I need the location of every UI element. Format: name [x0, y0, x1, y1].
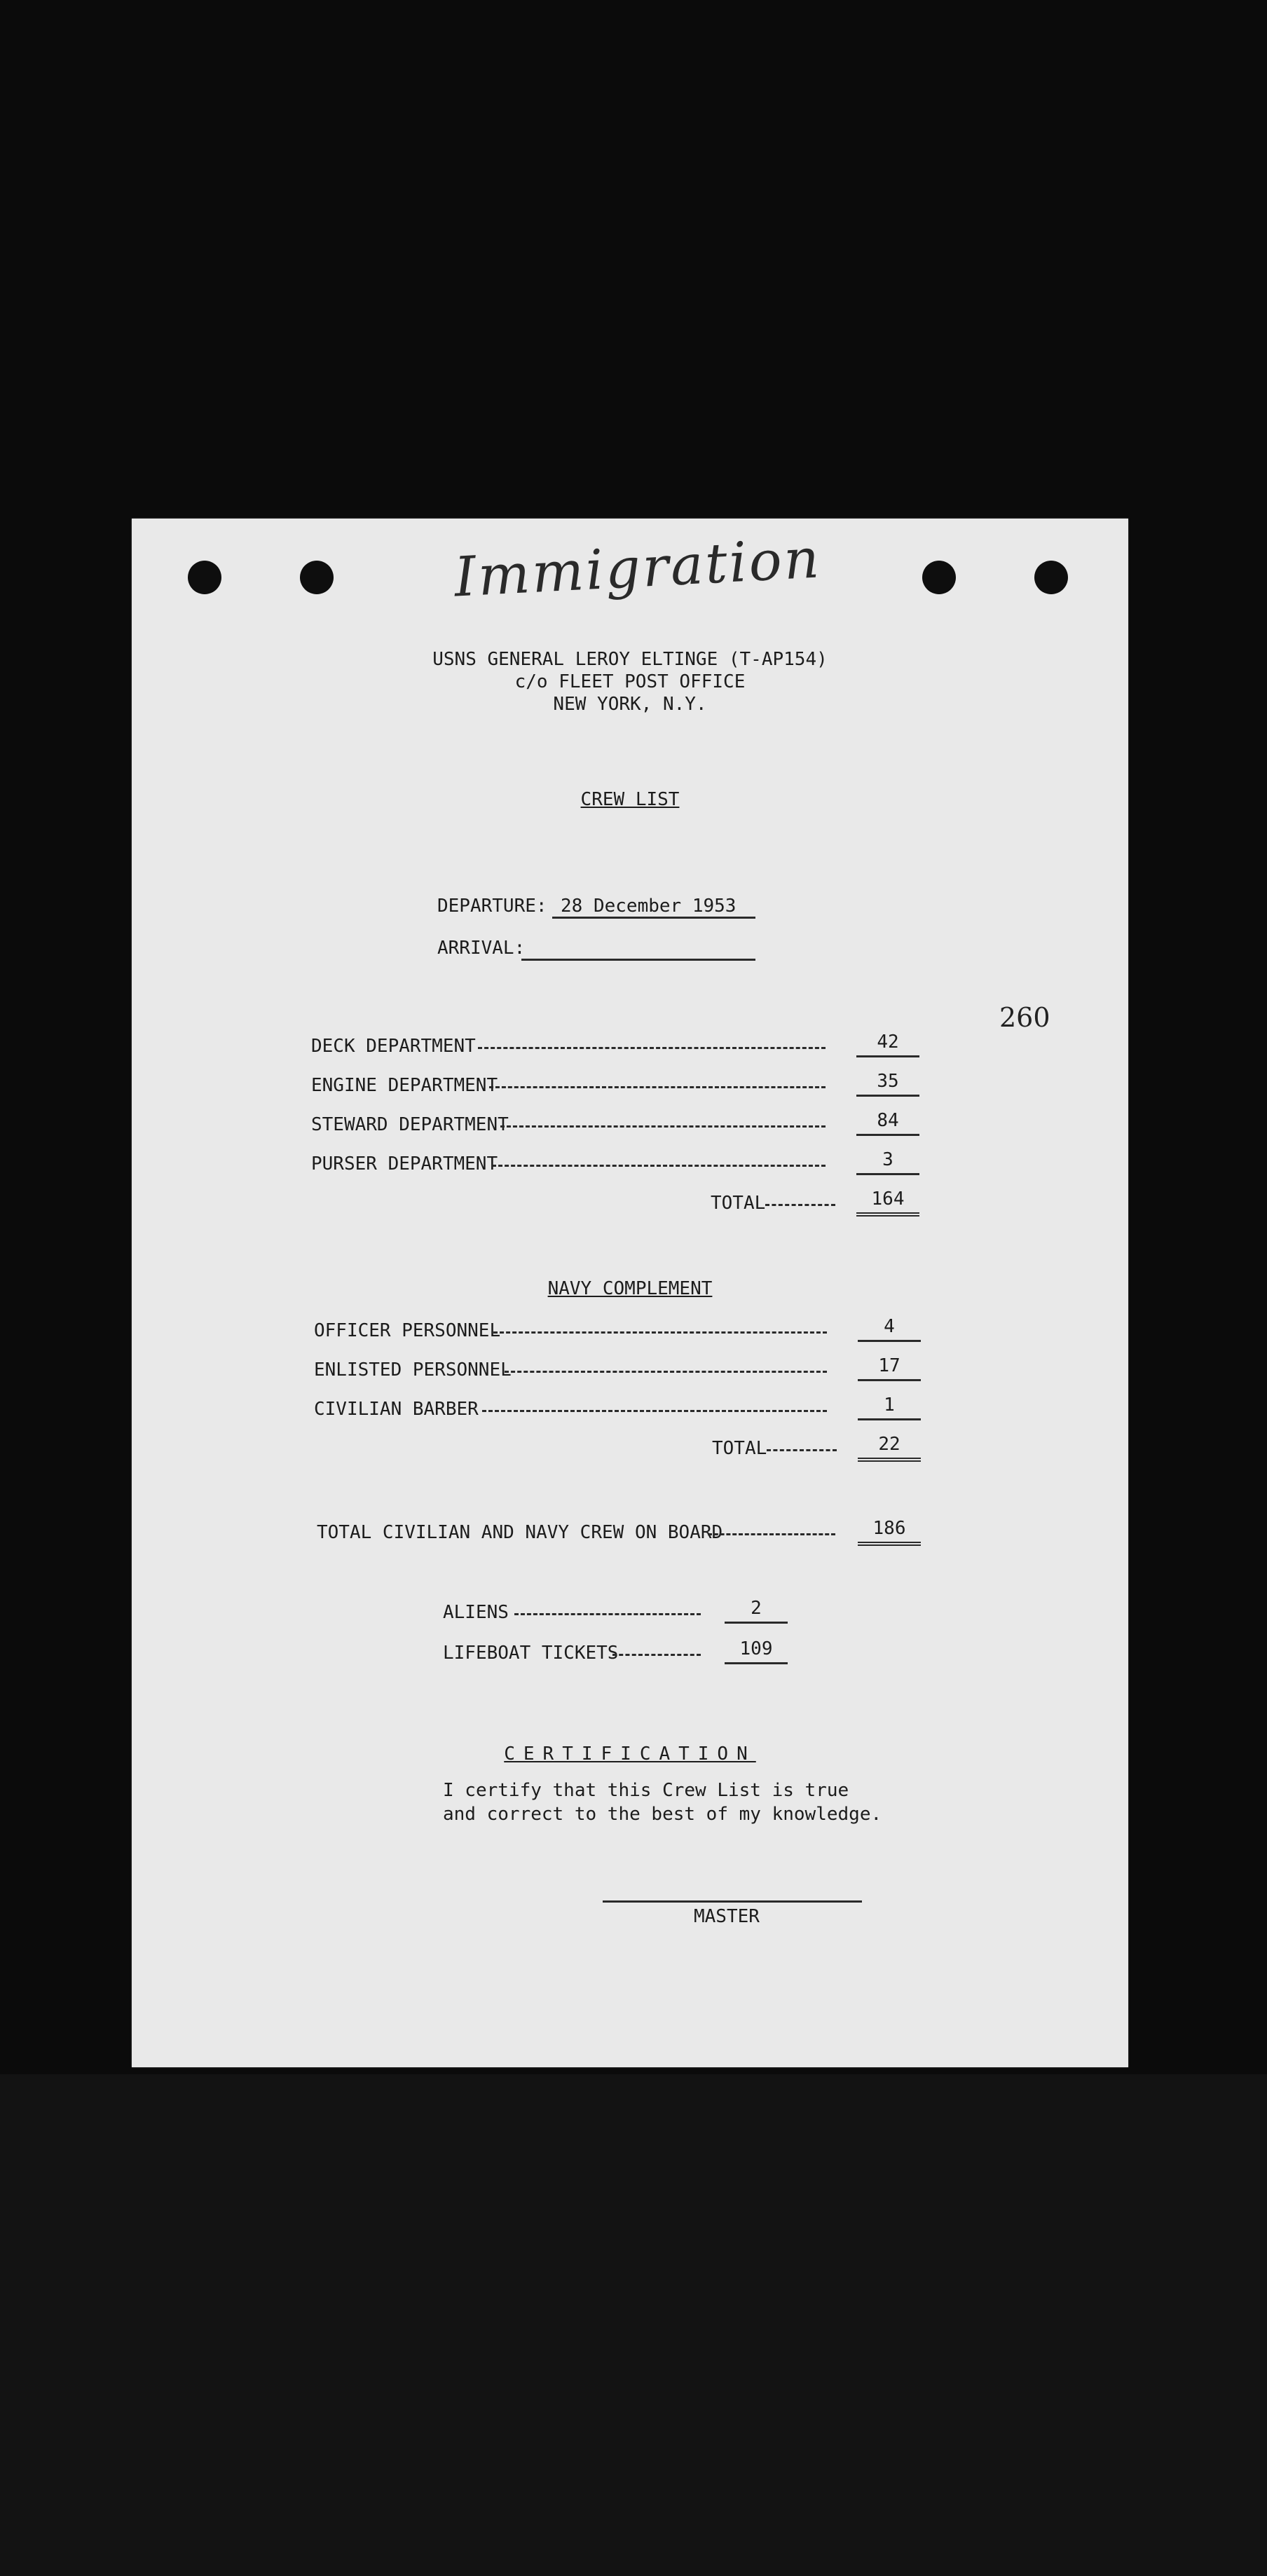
- navy-total-value: 22: [858, 1435, 921, 1462]
- punch-hole: [922, 561, 956, 594]
- leader-line: [514, 1613, 701, 1615]
- punch-hole: [1034, 561, 1068, 594]
- dept-total-label: TOTAL: [711, 1193, 766, 1214]
- certification-line-1: I certify that this Crew List is true: [443, 1780, 849, 1801]
- leader-line: [612, 1654, 701, 1656]
- ship-name: USNS GENERAL LEROY ELTINGE (T-AP154): [432, 649, 828, 670]
- leader-line: [708, 1533, 835, 1535]
- dept-value-engine: 35: [856, 1072, 919, 1097]
- departure-value: 28 December 1953: [561, 896, 737, 917]
- leader-line: [493, 1331, 827, 1334]
- handwritten-page-number: 260: [999, 1002, 1050, 1033]
- departure-label: DEPARTURE:: [437, 896, 547, 917]
- lifeboat-tickets-label: LIFEBOAT TICKETS: [443, 1643, 619, 1664]
- dept-label-steward: STEWARD DEPARTMENT: [311, 1114, 509, 1135]
- navy-value-enlisted: 17: [858, 1357, 921, 1381]
- scan-background: [0, 2074, 1267, 2576]
- dept-value-steward: 84: [856, 1111, 919, 1136]
- navy-value-barber: 1: [858, 1396, 921, 1420]
- departure-line: [552, 917, 755, 919]
- navy-label-barber: CIVILIAN BARBER: [314, 1399, 479, 1420]
- dept-value-purser: 3: [856, 1151, 919, 1175]
- punch-hole: [188, 561, 221, 594]
- lifeboat-tickets-value: 109: [725, 1640, 788, 1664]
- navy-value-officer: 4: [858, 1317, 921, 1342]
- dept-total-value: 164: [856, 1190, 919, 1217]
- handwritten-annotation: Immigration: [453, 527, 823, 610]
- aliens-value: 2: [725, 1599, 788, 1624]
- dept-label-purser: PURSER DEPARTMENT: [311, 1153, 498, 1174]
- navy-label-officer: OFFICER PERSONNEL: [314, 1320, 501, 1341]
- aliens-label: ALIENS: [443, 1602, 509, 1623]
- leader-line: [767, 1449, 837, 1451]
- grand-total-label: TOTAL CIVILIAN AND NAVY CREW ON BOARD: [317, 1522, 723, 1543]
- leader-line: [489, 1086, 826, 1088]
- leader-line: [478, 1047, 826, 1049]
- grand-total-value: 186: [858, 1519, 921, 1546]
- certification-heading: CERTIFICATION: [504, 1743, 756, 1765]
- address-line-2: NEW YORK, N.Y.: [553, 694, 707, 715]
- arrival-line: [521, 959, 755, 961]
- arrival-label: ARRIVAL:: [437, 938, 526, 959]
- address-line-1: c/o FLEET POST OFFICE: [514, 671, 746, 692]
- dept-label-deck: DECK DEPARTMENT: [311, 1036, 476, 1057]
- navy-label-enlisted: ENLISTED PERSONNEL: [314, 1359, 512, 1381]
- dept-label-engine: ENGINE DEPARTMENT: [311, 1075, 498, 1096]
- crew-list-document: [132, 519, 1128, 2067]
- leader-line: [765, 1204, 835, 1206]
- navy-total-label: TOTAL: [712, 1438, 767, 1459]
- signature-label: MASTER: [694, 1906, 760, 1927]
- certification-line-2: and correct to the best of my knowledge.: [443, 1804, 882, 1825]
- navy-heading: NAVY COMPLEMENT: [547, 1278, 713, 1299]
- signature-line: [603, 1900, 862, 1903]
- page-title: CREW LIST: [580, 789, 680, 810]
- punch-hole: [300, 561, 334, 594]
- leader-line: [500, 1125, 826, 1128]
- leader-line: [492, 1165, 826, 1167]
- leader-line: [505, 1371, 827, 1373]
- leader-line: [482, 1410, 827, 1412]
- dept-value-deck: 42: [856, 1033, 919, 1057]
